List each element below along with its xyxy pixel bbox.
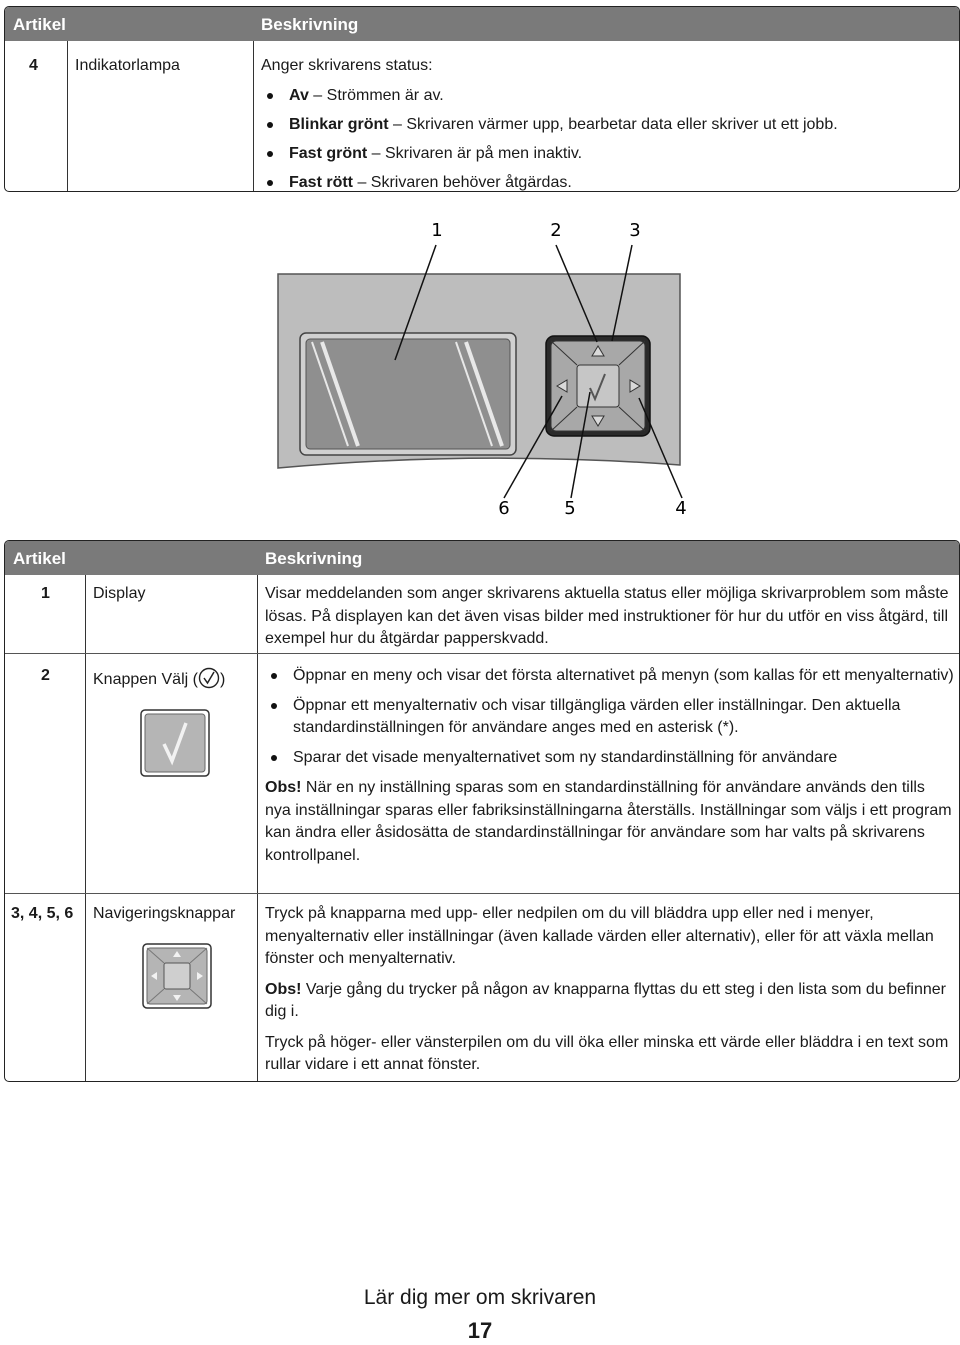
callout-label: 2 xyxy=(550,220,562,241)
item-number: 1 xyxy=(41,585,50,602)
list-item: Fast rött – Skrivaren behöver åtgärdas. xyxy=(261,172,951,193)
footer-title: Lär dig mer om skrivaren xyxy=(363,1286,597,1309)
header-description: Beskrivning xyxy=(261,15,359,34)
select-button-icon xyxy=(140,709,210,777)
select-button-list xyxy=(265,665,955,769)
display-screen xyxy=(300,333,516,455)
page-number: 17 xyxy=(467,1318,493,1343)
list-item: Av – Strömmen är av. xyxy=(261,85,951,108)
item-name: Indikatorlampa xyxy=(75,57,180,74)
navigation-paragraph: Tryck på höger- eller vänsterpilen om du vill öka eller minska ett värde eller bläddra i en text som rullar vidare i ett annat fönster. xyxy=(265,1033,949,1073)
list-item: Fast grönt – Skrivaren är på men inaktiv. xyxy=(261,143,951,166)
controls-table xyxy=(4,540,960,1082)
table-row xyxy=(5,41,959,191)
list-item: Öppnar en meny och visar det första alternativet på menyn (som kallas för ett menyalternativ) xyxy=(265,665,955,688)
callout-label: 3 xyxy=(629,220,641,241)
item-number: 2 xyxy=(41,667,50,684)
header-description: Beskrivning xyxy=(265,549,363,568)
item-description xyxy=(261,55,951,192)
status-list xyxy=(261,85,951,193)
note: Obs! När en ny inställning sparas som en standardinställning för användare används den tills nya inställningar sparas eller fabriksinställningarna återställs. Inställningar som väljs i ett program kan ändra eller åsidosätta de standardinställningar för användare som har valts på skrivarens kontrollpanel. xyxy=(265,779,952,864)
note: Obs! Varje gång du trycker på någon av knapparna flyttas du ett steg i den lista som du befinner dig i. xyxy=(265,980,946,1020)
table-header xyxy=(5,7,959,41)
header-item: Artikel xyxy=(13,15,66,34)
callout-label: 6 xyxy=(498,498,510,519)
item-name: Knappen Välj ( ) xyxy=(93,667,225,692)
table-header xyxy=(5,541,959,575)
navigation-paragraph: Tryck på knapparna med upp- eller nedpilen om du vill bläddra upp eller ned i menyer, menyalternativ eller inställningar (även kallade värden eller alternativ), eller för att växla mellan fönster och menyalternativ. xyxy=(265,905,934,967)
status-intro: Anger skrivarens status: xyxy=(261,57,433,74)
control-panel-figure xyxy=(0,200,960,530)
navigation-buttons-icon xyxy=(142,943,212,1009)
item-description xyxy=(265,903,955,1077)
header-item: Artikel xyxy=(13,549,66,568)
list-item: Öppnar ett menyalternativ och visar tillgängliga värden eller inställningar. Den aktuella standardinställningen för användare anges med en asterisk (*). xyxy=(265,695,955,740)
item-name: Display xyxy=(93,585,146,602)
item-name: Navigeringsknappar xyxy=(93,905,236,922)
list-item: Sparar det visade menyalternativet som ny standardinställning för användare xyxy=(265,747,955,770)
item-description: Visar meddelanden som anger skrivarens aktuella status eller möjliga skrivarproblem som måste lösas. På displayen kan det även visas bilder med instruktioner för hur du utför en viss åtgärd, till exempel hur du åtgärdar papperskvadd. xyxy=(265,585,949,647)
navigation-pad[interactable] xyxy=(546,336,650,436)
item-number: 4 xyxy=(29,57,38,74)
list-item: Blinkar grönt – Skrivaren värmer upp, bearbetar data eller skriver ut ett jobb. xyxy=(261,114,951,137)
select-button xyxy=(577,365,619,407)
callout-label: 4 xyxy=(675,498,687,519)
status-table xyxy=(4,6,960,192)
callout-label: 5 xyxy=(564,498,576,519)
callout-label: 1 xyxy=(431,220,443,241)
checkmark-icon xyxy=(198,667,220,689)
item-number: 3, 4, 5, 6 xyxy=(11,905,74,922)
item-description xyxy=(265,665,955,867)
